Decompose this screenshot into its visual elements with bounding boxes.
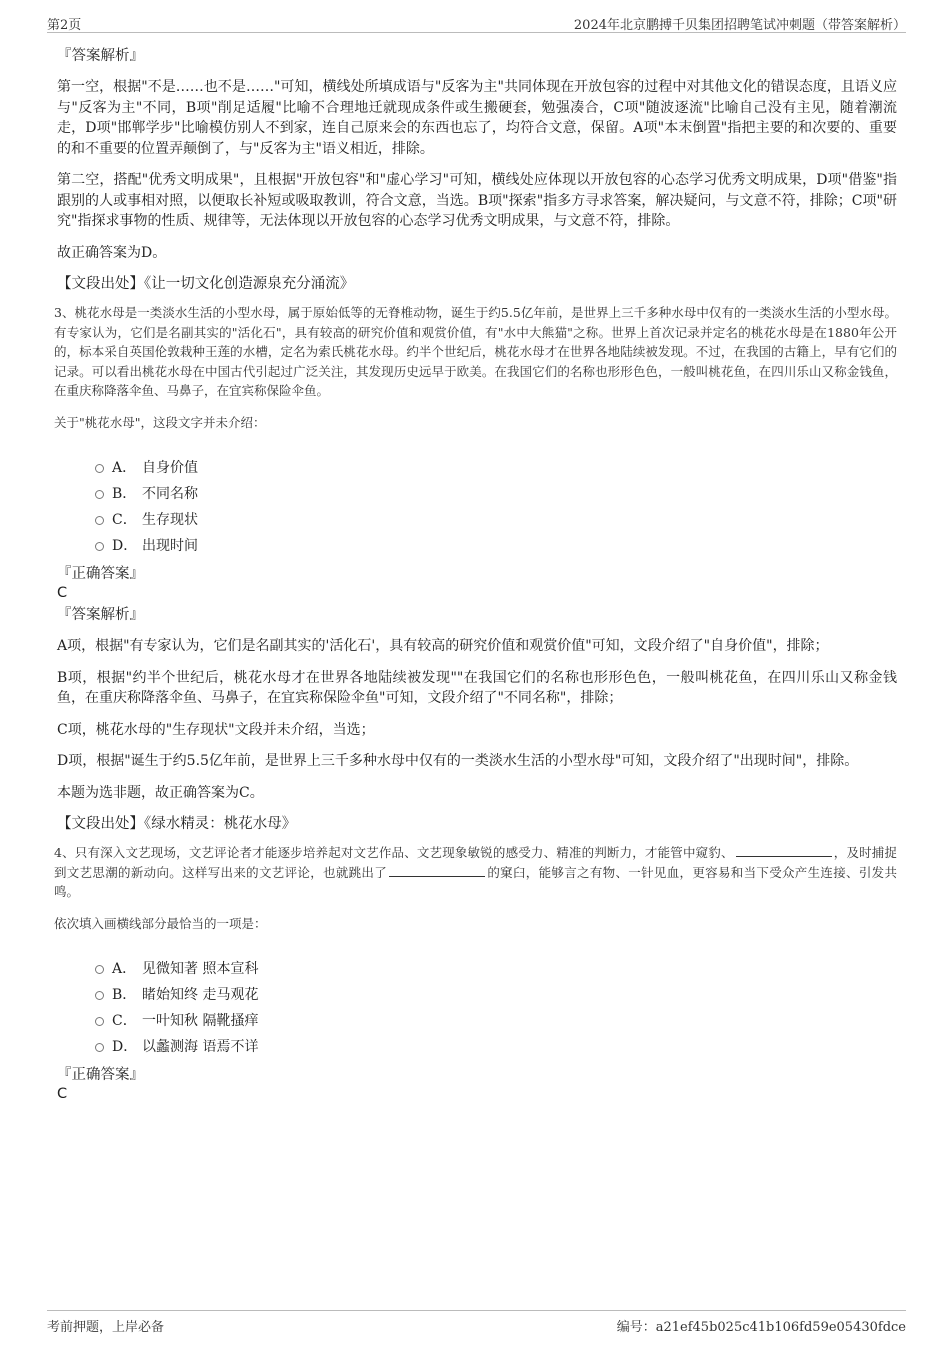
option-text: 生存现状: [142, 512, 198, 528]
radio-icon[interactable]: [95, 965, 104, 974]
correct-answer-label: 『正确答案』: [57, 1067, 144, 1083]
radio-icon[interactable]: [95, 1017, 104, 1026]
question-text: 3、桃花水母是一类淡水生活的小型水母，属于原始低等的无脊椎动物，诞生于约5.5亿年前，是世界上三千多种水母中仅有的一类淡水生活的小型水母。有专家认为，它们是名副其实的"活化石"，具有较高的研究价值和观赏价值，有"水中大熊猫"之称。世界上首次记录并定名的桃花水母是在1880年公开的，标本采自英国伦敦栽种王莲的水槽，定名为索氏桃花水母。约半个世纪后，桃花水母才在世界各地陆续被发现。不过，在我国的古籍上，早有它们的记录。可以看出桃花水母在中国古代引起过广泛关注，其发现历史远早于欧美。在我国它们的名称也形形色色，一般叫桃花鱼，在四川乐山又称金钱鱼，在重庆称降落伞鱼、马鼻子，在宜宾称保险伞鱼。: [54, 305, 897, 398]
analysis-paragraph: 第一空，根据"不是……也不是……"可知，横线处所填成语与"反客为主"共同体现在开放包容的过程中对其他文化的错误态度，且语义应与"反客为主"不同，B项"削足适履"比喻不合理地迁就现成条件或生搬硬套，勉强凑合，C项"随波逐流"比喻自己没有主见，随着潮流走，D项"邯郸学步"比喻模仿别人不到家，连自己原来会的东西也忘了，均符合文意，保留。A项"本末倒置"指把主要的和次要的、重要的和不重要的位置弄颠倒了，与"反客为主"语义相近，排除。: [57, 79, 897, 157]
option-d[interactable]: [95, 532, 897, 558]
radio-icon[interactable]: [95, 464, 104, 473]
passage-source: 【文段出处】《让一切文化创造源泉充分涌流》: [57, 276, 355, 292]
correct-answer-value: C: [57, 585, 68, 601]
option-text: 出现时间: [142, 538, 198, 554]
option-text: 自身价值: [142, 460, 198, 476]
option-text: 以蠡测海 语焉不详: [142, 1039, 259, 1055]
analysis-paragraph: 第二空，搭配"优秀文明成果"，且根据"开放包容"和"虚心学习"可知，横线处应体现以开放包容的心态学习优秀文明成果，D项"借鉴"指跟别的人或事相对照，以便取长补短或吸取教训，符合文意，当选。B项"探索"指多方寻求答案，解决疑问，与文意不符，排除；C项"研究"指探求事物的性质、规律等，无法体现以开放包容的心态学习优秀文明成果，与文意不符，排除。: [57, 172, 897, 229]
document-title: 2024年北京鹏搏千贝集团招聘笔试冲刺题（带答案解析）: [573, 18, 906, 33]
radio-icon[interactable]: [95, 991, 104, 1000]
option-list: [95, 955, 897, 1059]
footer-note: 考前押题，上岸必备: [47, 1320, 165, 1335]
q2-analysis: [57, 46, 897, 294]
radio-icon[interactable]: [95, 516, 104, 525]
analysis-paragraph: C项，桃花水母的"生存现状"文段并未介绍，当选；: [57, 721, 375, 738]
option-a[interactable]: [95, 955, 897, 981]
page-header: [47, 10, 906, 33]
option-b[interactable]: [95, 981, 897, 1007]
question-4: [54, 843, 897, 1104]
fill-blank-1: [736, 844, 832, 857]
analysis-conclusion: 本题为选非题，故正确答案为C。: [57, 784, 264, 801]
option-c[interactable]: [95, 506, 897, 532]
question-prompt: 依次填入画横线部分最恰当的一项是：: [54, 915, 267, 931]
option-letter: A．: [112, 961, 137, 977]
correct-answer-label: 『正确答案』: [57, 566, 144, 582]
document-code: 编号：a21ef45b025c41b106fd59e05430fdce: [616, 1320, 906, 1335]
option-text: 一叶知秋 隔靴搔痒: [142, 1013, 259, 1029]
option-letter: B．: [112, 486, 137, 502]
page-footer: [47, 1310, 906, 1335]
analysis-paragraph: A项，根据"有专家认为，它们是名副其实的'活化石'，具有较高的研究价值和观赏价值"可知，文段介绍了"自身价值"，排除；: [57, 638, 829, 654]
radio-icon[interactable]: [95, 542, 104, 551]
analysis-label: 『答案解析』: [57, 607, 144, 623]
page-content: [54, 46, 897, 1106]
option-c[interactable]: [95, 1007, 897, 1033]
radio-icon[interactable]: [95, 490, 104, 499]
option-letter: D．: [112, 1039, 138, 1055]
analysis-conclusion: 故正确答案为D。: [57, 244, 167, 261]
question-text: 4、只有深入文艺现场，文艺评论者才能逐步培养起对文艺作品、文艺现象敏锐的感受力、精准的判断力，才能管中窥豹、 ，及时捕捉到文艺思潮的新动向。这样写出来的文艺评论，也就跳出了 的窠臼，能够言之有物、一针见血，更容易和当下受众产生连接、引发共鸣。: [54, 845, 897, 899]
correct-answer-value: C: [57, 1086, 68, 1102]
analysis-label: 『答案解析』: [57, 48, 144, 64]
option-b[interactable]: [95, 480, 897, 506]
analysis-paragraph: D项，根据"诞生于约5.5亿年前，是世界上三千多种水母中仅有的一类淡水生活的小型水母"可知，文段介绍了"出现时间"，排除。: [57, 753, 859, 769]
option-letter: C．: [112, 1013, 137, 1029]
radio-icon[interactable]: [95, 1043, 104, 1052]
option-letter: D．: [112, 538, 138, 554]
option-letter: C．: [112, 512, 137, 528]
option-text: 睹始知终 走马观花: [142, 987, 259, 1003]
question-prompt: 关于"桃花水母"，这段文字并未介绍：: [54, 414, 266, 430]
option-letter: A．: [112, 460, 137, 476]
option-a[interactable]: [95, 454, 897, 480]
option-text: 不同名称: [142, 486, 198, 502]
option-list: [95, 454, 897, 558]
fill-blank-2: [389, 864, 485, 877]
option-d[interactable]: [95, 1033, 897, 1059]
passage-source: 【文段出处】《绿水精灵：桃花水母》: [57, 816, 297, 832]
option-text: 见微知著 照本宣科: [142, 961, 259, 977]
option-letter: B．: [112, 987, 137, 1003]
analysis-paragraph: B项，根据"约半个世纪后，桃花水母才在世界各地陆续被发现""在我国它们的名称也形形色色，一般叫桃花鱼，在四川乐山又称金钱鱼，在重庆称降落伞鱼、马鼻子，在宜宾称保险伞鱼"可知，文段介绍了"不同名称"，排除；: [57, 669, 897, 706]
page-number: 第2页: [47, 18, 82, 33]
question-3: [54, 303, 897, 834]
